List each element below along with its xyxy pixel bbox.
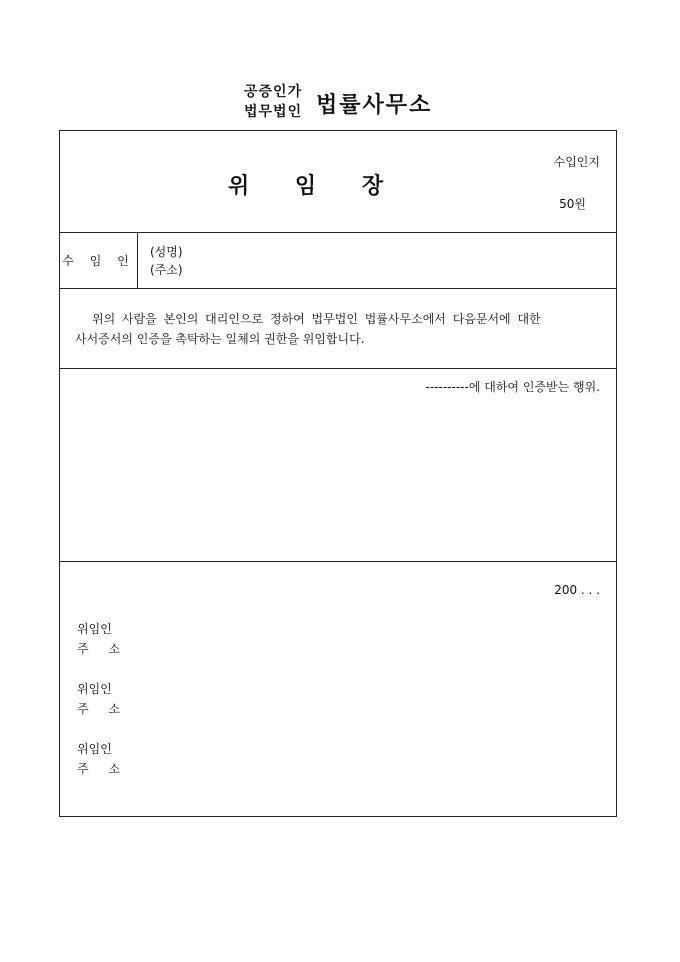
delegation-statement bbox=[60, 288, 616, 369]
signer-title: 위임인 bbox=[77, 682, 112, 696]
agent-fields bbox=[150, 243, 183, 279]
signer-title: 위임인 bbox=[77, 622, 112, 636]
signer-title: 위임인 bbox=[77, 742, 112, 756]
signer-address-label: 주 소 bbox=[77, 642, 128, 656]
title-section bbox=[60, 131, 616, 233]
date-line[interactable]: 200 . . . bbox=[554, 583, 600, 597]
scope-line[interactable]: ----------에 대하여 인증받는 행위. bbox=[425, 380, 600, 394]
signer-block bbox=[77, 679, 128, 719]
signature-section bbox=[60, 561, 616, 816]
revenue-stamp-label: 수입인지 bbox=[553, 155, 600, 169]
header-line2: 법무법인 bbox=[244, 104, 303, 120]
document-title: 위 임 장 bbox=[228, 174, 384, 199]
agent-label: 수 임 인 bbox=[60, 232, 138, 288]
agent-address-field[interactable]: (주소) bbox=[150, 263, 183, 277]
statement-line-1: 위의 사람을 본인의 대리인으로 정하여 법무법인 법률사무소에서 다음문서에 대한 bbox=[92, 312, 541, 326]
signer-block bbox=[77, 739, 128, 779]
agent-name-field[interactable]: (성명) bbox=[150, 245, 183, 259]
header-left bbox=[244, 82, 302, 122]
signer-address-label: 주 소 bbox=[77, 702, 128, 716]
signer-block bbox=[77, 619, 128, 659]
signer-address-label: 주 소 bbox=[77, 762, 128, 776]
statement-line-2: 사서증서의 인증을 촉탁하는 일체의 권한을 위임합니다. bbox=[75, 332, 365, 346]
header-line1: 공증인가 bbox=[244, 84, 303, 100]
power-of-attorney-form bbox=[59, 130, 617, 817]
scope-section bbox=[60, 368, 616, 562]
firm-name: 법률사무소 bbox=[316, 93, 433, 118]
revenue-stamp-value: 50원 bbox=[559, 197, 586, 211]
agent-section bbox=[60, 232, 616, 289]
